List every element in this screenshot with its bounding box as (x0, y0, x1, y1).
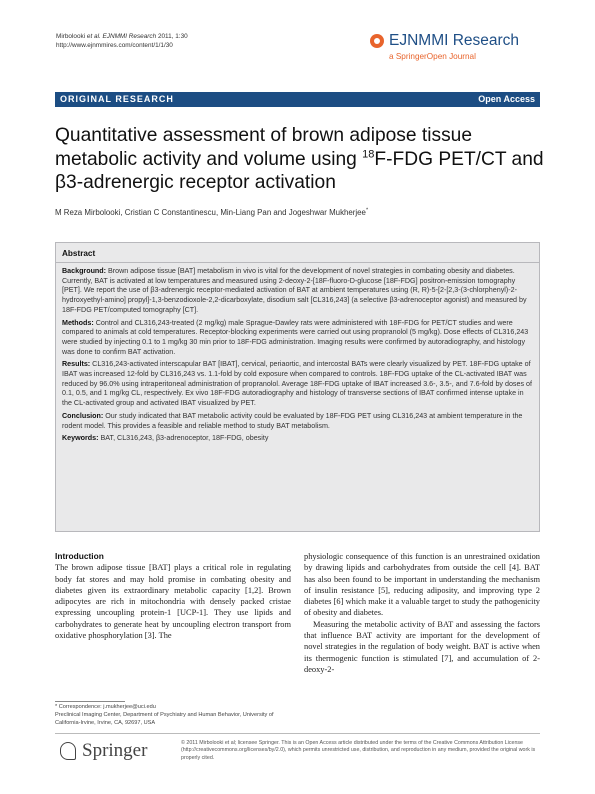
section-label: ORIGINAL RESEARCH (60, 94, 174, 104)
citation-line-1: Mirbolooki et al. EJNMMI Research 2011, 1:30 (56, 33, 188, 40)
intro-paragraph-1-cont: physiologic consequence of this function is an unrestrained oxidation by drawing lipids and carbohydrates from outside the cell [4]. BAT has also been found to be important in understanding the mechanism of insulin resistance [5], reducing adiposity, and improving type 2 diabetes [6] which make it a valuable target to study the pathogenicity of obesity and diabetes. (304, 552, 540, 618)
journal-subtitle: a SpringerOpen Journal (389, 52, 476, 61)
abstract-body (62, 267, 533, 447)
citation (56, 32, 188, 50)
abstract-box (55, 242, 540, 532)
springer-horse-icon (60, 742, 76, 760)
footnote-divider (55, 701, 125, 702)
abstract-heading: Abstract (62, 249, 96, 258)
abstract-results: Results: CL316,243-activated interscapular BAT [IBAT], cervical, periaortic, and intercostal BATs were clearly visualized by PET. 18F-FDG uptake of IBAT was increased 12-fold by CL316,243 vs. 1.1-fold by cold exposure when compared to controls. 18F-FDG uptake of the CL-activated IBAT was reduced by 96.0% using intraperitoneal administration of propranolol. Average 18F-FDG uptake of IBAT increased 3.6-, 3.5-, and 7.6-fold by doses of 0.1, 0.5, and 1 mg/kg CL, respectively. Ex vivo 18F-FDG autoradiography and histology of transverse sections of IBAT confirmed intense uptake in the CL-activated group and activated IBAT visualized by PET. (62, 360, 532, 408)
intro-paragraph-2: Measuring the metabolic activity of BAT and assessing the factors that influence BAT activity are important for the development of novel strategies in the regulation of body weight. BAT is active when its thermogenic function is stimulated [7], and accumulation of 2-deoxy-2- (304, 619, 540, 674)
abstract-methods: Methods: Control and CL316,243-treated (2 mg/kg) male Sprague-Dawley rats were administered with 18F-FDG for PET/CT studies and were compared to animals at cold temperatures. Receptor-blocking experiments were carried out using propranolol (5 mg/kg). Dose effects of CL316,243 were studied by injecting 0.1 to 1 mg/kg 30 min prior to 18F-FDG administration. Imaging results were confirmed by autoradiography, and histology was done to confirm BAT activation. (62, 318, 529, 356)
abstract-keywords: Keywords: BAT, CL316,243, β3-adrenoceptor, 18F-FDG, obesity (62, 434, 269, 443)
abstract-divider (56, 262, 539, 263)
article-title: Quantitative assessment of brown adipose tissue metabolic activity and volume using $^{18}$F-FDG PET/CT and β3-adrenergic receptor activation (55, 125, 544, 193)
body-column-right (304, 551, 540, 675)
author-list: M Reza Mirbolooki, Cristian C Constantinescu, Min-Liang Pan and Jogeshwar Mukherjee* (55, 207, 369, 217)
springer-logo (60, 740, 170, 770)
abstract-conclusion: Conclusion: Our study indicated that BAT metabolic activity could be evaluated by 18F-FDG PET using CL316,243 at ambient temperature in the rodent model. This provides a feasible and reliable method to study BAT metabolism. (62, 411, 523, 430)
open-access-label: Open Access (478, 94, 535, 104)
citation-url[interactable]: http://www.ejnmmires.com/content/1/1/30 (56, 42, 173, 49)
publisher-name: Springer (82, 740, 148, 761)
introduction-heading: Introduction (55, 551, 104, 561)
springeropen-circle-icon (370, 34, 384, 48)
journal-name: EJNMMI Research (389, 32, 520, 49)
affiliation-line: Preclinical Imaging Center, Department of Psychiatry and Human Behavior, University of California-Irvine, Irvine, CA, 92697, USA (55, 711, 274, 726)
footnote (55, 704, 295, 727)
intro-paragraph-1: The brown adipose tissue [BAT] plays a critical role in regulating body fat stores and may hold promise in combating obesity and diabetes given its extraordinary metabolic capacity [1,2]. Brown adipocytes are rich in mitochondria with densely packed cristae expressing uncoupling protein-1 [UCP-1]. They use lipids and carbohydrates to generate heat by uncoupling electron transport from oxidative phosphorylation [3]. The (55, 563, 291, 641)
journal-logo (370, 30, 545, 70)
body-column-left (55, 551, 291, 641)
footer-divider (55, 733, 540, 734)
section-bar (55, 92, 540, 107)
license-text: © 2011 Mirbolooki et al; licensee Springer. This is an Open Access article distributed under the terms of the Creative Commons Attribution License (http://creativecommons.org/licenses/by/2.0), which permits unrestricted use, distribution, and reproduction in any medium, provided the original work is properly cited. (181, 740, 536, 761)
abstract-background: Background: Brown adipose tissue [BAT] metabolism in vivo is vital for the development of novel strategies in combating obesity and diabetes. Currently, BAT is activated at low temperatures and measured using 2-deoxy-2-[18F-fluoro-D-glucose [18F-FDG] positron-emission tomography [PET]. We report the use of β3-adrenergic receptor-mediated activation of BAT at ambient temperatures using (R, R)-5-[2-[2,3-(3-chlorphenyl)-2-hydroxyethyl-amino] propyl]-1,3-benzodioxole-2,2-dicarboxylate, disodium salt [CL316,243] (a selective β3-adrenoceptor agonist) and measured by 18F-FDG PET/computed tomography [CT]. (62, 267, 527, 314)
correspondence-line[interactable]: * Correspondence: j.mukherjee@uci.edu (55, 704, 156, 710)
